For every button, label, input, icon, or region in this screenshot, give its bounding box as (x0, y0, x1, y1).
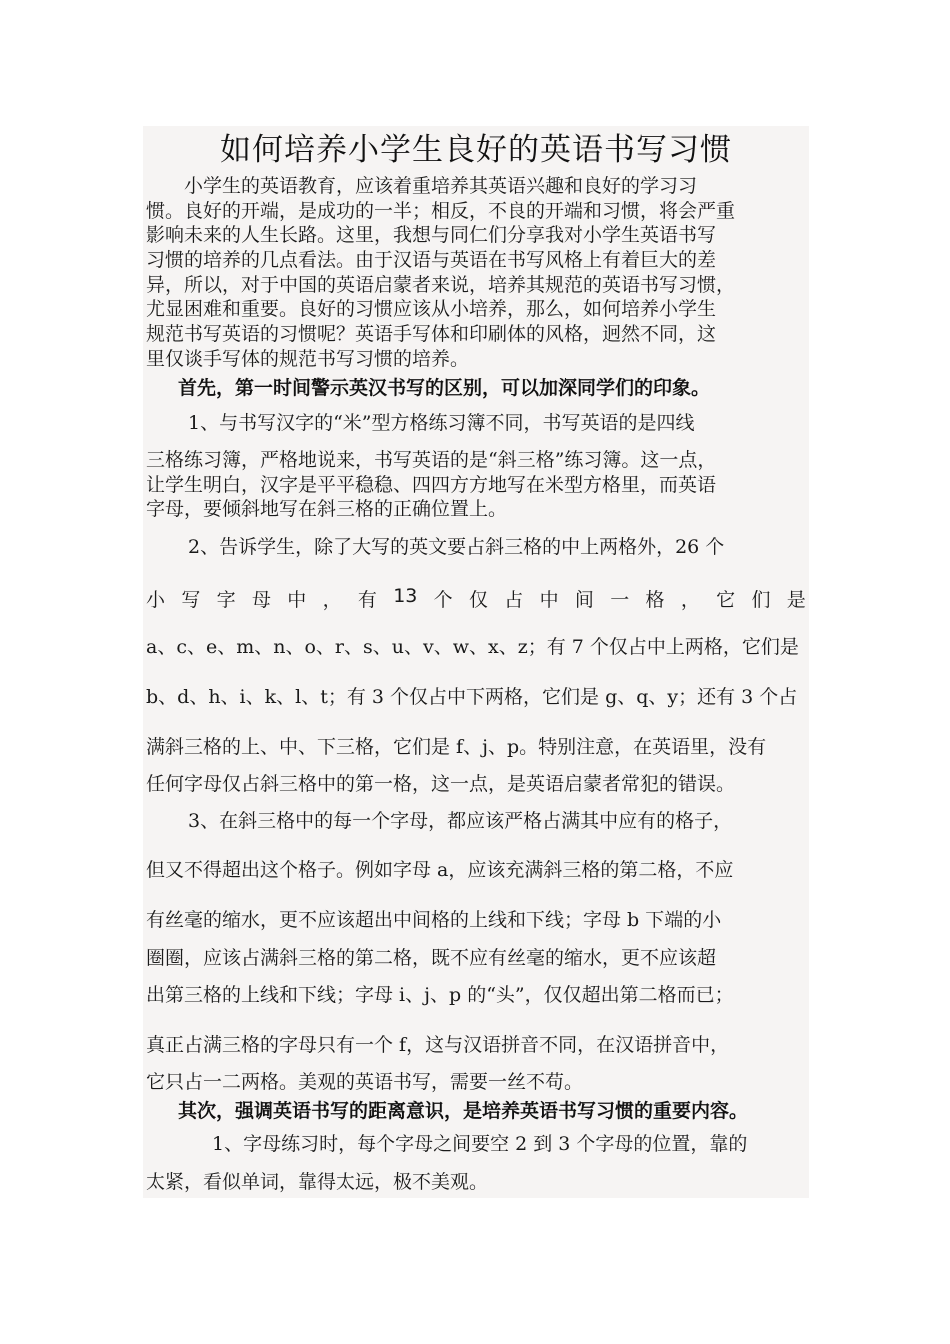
p4-line: 太紧，看似单词，靠得太远，极不美观。 (146, 1171, 489, 1193)
p2-line: 2、告诉学生，除了大写的英文要占斜三格的中上两格外，26 个 (188, 536, 725, 558)
p2-line: b、d、h、i、k、l、t；有 3 个仅占中下两格，它们是 g、q、y；还有 3 个占 (146, 686, 798, 708)
p3-line: 3、在斜三格中的每一个字母，都应该严格占满其中应有的格子， (188, 810, 733, 832)
document-title: 如何培养小学生良好的英语书写习惯 (220, 132, 732, 168)
p1-line: 让学生明白，汉字是平平稳稳、四四方方地写在米型方格里，而英语 (146, 473, 717, 496)
p2-word: 它 (716, 589, 736, 611)
p1-line: 三格练习簿，严格地说来，书写英语的是“斜三格”练习簿。这一点， (146, 449, 717, 471)
p4-line: 1、字母练习时，每个字母之间要空 2 到 3 个字母的位置，靠的 (212, 1133, 748, 1155)
intro-line: 惯。良好的开端，是成功的一半；相反，不良的开端和习惯，将会严重 (146, 199, 736, 222)
intro-line: 异，所以，对于中国的英语启蒙者来说，培养其规范的英语书写习惯， (146, 273, 736, 296)
p2-word: 格 (645, 589, 665, 611)
p2-word: 是 (786, 589, 806, 611)
p2-word: 中 (287, 589, 307, 611)
p3-line: 圈圈，应该占满斜三格的第二格，既不应有丝毫的缩水，更不应该超 (146, 947, 717, 969)
intro-line: 里仅谈手写体的规范书写习惯的培养。 (146, 347, 470, 370)
p2-word: 占 (504, 589, 524, 611)
p3-line: 有丝毫的缩水，更不应该超出中间格的上线和下线；字母 b 下端的小 (146, 909, 722, 931)
section-heading-1: 首先，第一时间警示英汉书写的区别，可以加深同学们的印象。 (178, 377, 711, 399)
p2-word: 间 (574, 589, 594, 611)
p2-word: 一 (610, 589, 630, 611)
p2-word: 13 (393, 585, 418, 607)
p2-word: 字 (216, 589, 236, 611)
p2-spaced-line (146, 585, 806, 612)
p1-line: 1、与书写汉字的“米”型方格练习簿不同，书写英语的是四线 (188, 412, 695, 434)
p3-line: 但又不得超出这个格子。例如字母 a，应该充满斜三格的第二格，不应 (146, 859, 734, 881)
intro-line: 小学生的英语教育，应该着重培养其英语兴趣和良好的学习习 (146, 175, 698, 197)
p2-word: 中 (539, 589, 559, 611)
p2-word: 仅 (468, 589, 488, 611)
p2-word: 们 (751, 589, 771, 611)
section-heading-2: 其次，强调英语书写的距离意识，是培养英语书写习惯的重要内容。 (178, 1100, 749, 1122)
p2-word: 个 (433, 589, 453, 611)
p2-word: 母 (251, 589, 271, 611)
p3-line: 出第三格的上线和下线；字母 i、j、p 的“头”，仅仅超出第二格而已； (146, 984, 734, 1006)
intro-line: 尤显困难和重要。良好的习惯应该从小培养，那么，如何培养小学生 (146, 298, 717, 321)
p2-line: 任何字母仅占斜三格中的第一格，这一点，是英语启蒙者常犯的错误。 (146, 773, 736, 795)
p3-line: 它只占一二两格。美观的英语书写，需要一丝不苟。 (146, 1071, 584, 1093)
p2-line: 满斜三格的上、中、下三格，它们是 f、j、p。特别注意，在英语里，没有 (146, 736, 767, 758)
p2-line: a、c、e、m、n、o、r、s、u、v、w、x、z；有 7 个仅占中上两格，它们是 (146, 636, 799, 658)
p2-word: ， (680, 589, 700, 611)
p2-word: ， (322, 589, 342, 611)
intro-line: 规范书写英语的习惯呢？英语手写体和印刷体的风格，迥然不同，这 (146, 323, 717, 346)
intro-paragraph (146, 174, 814, 372)
p1-line: 字母，要倾斜地写在斜三格的正确位置上。 (146, 498, 508, 521)
p2-word: 有 (357, 589, 377, 611)
paragraph-1 (146, 448, 814, 522)
p2-word: 写 (181, 589, 201, 611)
intro-line: 习惯的培养的几点看法。由于汉语与英语在书写风格上有着巨大的差 (146, 249, 717, 272)
intro-line: 影响未来的人生长路。这里，我想与同仁们分享我对小学生英语书写 (146, 224, 717, 247)
p3-line: 真正占满三格的字母只有一个 f，这与汉语拼音不同，在汉语拼音中， (146, 1034, 730, 1056)
p2-word: 小 (146, 589, 166, 611)
